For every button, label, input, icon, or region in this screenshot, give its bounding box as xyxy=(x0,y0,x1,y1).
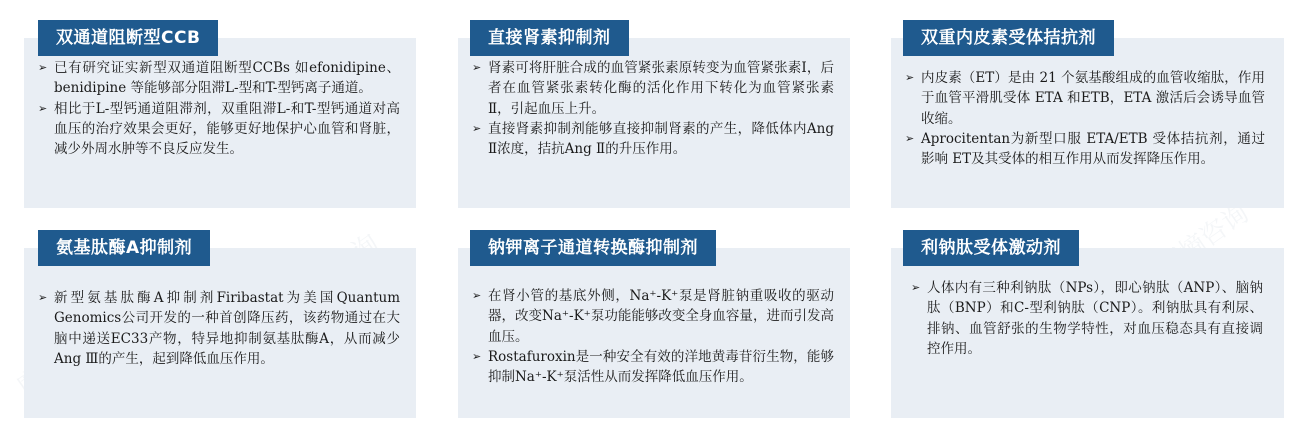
bullet-text: 直接肾素抑制剂能够直接抑制肾素的产生，降低体内Ang Ⅱ浓度，拮抗Ang Ⅱ的升压作用。 xyxy=(488,120,834,158)
card-title: 氨基肽酶A抑制剂 xyxy=(38,230,210,266)
bullet-arrow-icon: ➢ xyxy=(38,291,48,304)
card-natriuretic-agonist xyxy=(891,248,1284,418)
watermark-text: 摩熵咨询 xyxy=(1152,198,1255,283)
card-body xyxy=(38,288,400,369)
bullet-arrow-icon: ➢ xyxy=(911,281,921,294)
card-body xyxy=(472,286,834,387)
card-body xyxy=(38,58,400,159)
bullet-item xyxy=(38,58,400,99)
card-sodium-potassium-inhibitor xyxy=(458,248,850,418)
bullet-item xyxy=(905,129,1265,170)
card-title: 双通道阻断型CCB xyxy=(38,20,218,56)
bullet-arrow-icon: ➢ xyxy=(38,101,48,115)
bullet-item xyxy=(472,347,834,388)
card-title: 双重内皮素受体拮抗剂 xyxy=(903,20,1114,56)
bullet-text: 肾素可将肝脏合成的血管紧张素原转变为血管紧张素Ⅰ，后者在血管紧张素转化酶的活化作用下转化为血管紧张素Ⅱ，引起血压上升。 xyxy=(488,60,834,117)
card-body xyxy=(472,58,834,159)
bullet-text: 已有研究证实新型双通道阻断型CCBs 如efonidipine、benidipine 等能够部分阻滞L-型和T-型钙离子通道。 xyxy=(54,60,400,97)
bullet-arrow-icon: ➢ xyxy=(472,349,482,363)
bullet-text: 新型氨基肽酶A抑制剂Firibastat为美国Quantum Genomics公司开发的一种首创降压药，该药物通过在大脑中递送EC33产物，特异地抑制氨基肽酶A，从而减少Ang Ⅲ的产生，起到降低血压作用。 xyxy=(54,290,400,367)
bullet-arrow-icon: ➢ xyxy=(38,61,48,74)
card-title: 直接肾素抑制剂 xyxy=(470,20,629,56)
bullet-item xyxy=(911,278,1263,359)
card-title: 钠钾离子通道转换酶抑制剂 xyxy=(470,230,716,266)
card-body xyxy=(905,68,1265,169)
bullet-item xyxy=(38,288,400,369)
card-dual-channel-ccb xyxy=(24,38,416,208)
card-aminopeptidase-a-inhibitor xyxy=(24,248,416,418)
card-endothelin-antagonist xyxy=(891,38,1284,208)
bullet-text: 在肾小管的基底外侧，Na⁺-K⁺泵是肾脏钠重吸收的驱动器，改变Na⁺-K⁺泵功能能够改变全身血容量，进而引发高血压。 xyxy=(488,288,834,345)
bullet-text: 相比于L-型钙通道阻滞剂，双重阻滞L-和T-型钙通道对高血压的治疗效果会更好，能够更好地保护心血管和肾脏，减少外周水肿等不良反应发生。 xyxy=(54,100,400,158)
bullet-text: Aprocitentan为新型口服 ETA/ETB 受体拮抗剂，通过影响 ET及其受体的相互作用从而发挥降压作用。 xyxy=(921,130,1265,168)
bullet-item xyxy=(472,286,834,347)
bullet-item xyxy=(38,99,400,160)
bullet-arrow-icon: ➢ xyxy=(472,121,482,135)
card-direct-renin-inhibitor xyxy=(458,38,850,208)
bullet-text: 内皮素（ET）是由 21 个氨基酸组成的血管收缩肽，作用于血管平滑肌受体 ETA 和ETB，ETA 激活后会诱导血管收缩。 xyxy=(921,70,1265,127)
bullet-item xyxy=(905,68,1265,129)
bullet-item xyxy=(472,119,834,160)
bullet-arrow-icon: ➢ xyxy=(905,131,915,145)
bullet-arrow-icon: ➢ xyxy=(472,61,482,74)
card-body xyxy=(911,278,1263,359)
bullet-text: 人体内有三种利钠肽（NPs），即心钠肽（ANP）、脑钠肽（BNP）和C-型利钠肽（CNP）。利钠肽具有利尿、排钠、血管舒张的生物学特性，对血压稳态具有直接调控作用。 xyxy=(927,280,1263,357)
bullet-arrow-icon: ➢ xyxy=(905,71,915,84)
bullet-item xyxy=(472,58,834,119)
bullet-text: Rostafuroxin是一种安全有效的洋地黄毒苷衍生物，能够抑制Na⁺-K⁺泵活性从而发挥降低血压作用。 xyxy=(488,348,834,386)
card-title: 利钠肽受体激动剂 xyxy=(903,230,1079,266)
bullet-arrow-icon: ➢ xyxy=(472,289,482,302)
